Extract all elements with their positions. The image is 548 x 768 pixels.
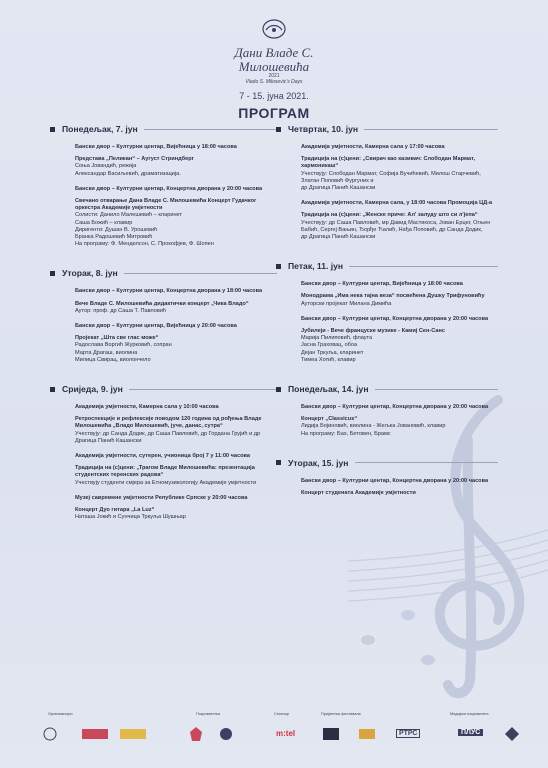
event-venue: Бански двор – Културни центар, Вијећница у 18:00 часова	[301, 281, 463, 288]
event	[75, 453, 277, 487]
divider	[349, 266, 498, 267]
logo-subtitle: Vlado S. Milosevic's Days	[245, 79, 303, 85]
event-detail: Дејан Тркуља, кларинет	[301, 349, 364, 356]
patrons-label: Покровитељи	[196, 712, 221, 716]
event-venue: Бански двор – Културни центар, Вијећница у 20:00 часова	[75, 323, 237, 330]
event-detail: Александар Васиљевић, драматизација.	[75, 170, 181, 177]
event-detail: Милица Свирац, виолончело	[75, 356, 151, 363]
event-title: Ретроспекције и рефлексије поводом 120 година од рођења Владе Милошевића „Владо Милошевић, јуче, данас, сутра“	[75, 416, 262, 430]
event-title: Пројекат „Шта све глас може“	[75, 335, 159, 342]
event-title: Традиција на (с)цени: „Свирач као казивач: Слободан Мармат, хармоникаш“	[301, 156, 476, 170]
event	[301, 478, 498, 497]
divider	[364, 129, 498, 130]
event-detail: Тимеа Хотић, клавир	[301, 356, 356, 363]
bullet-icon	[276, 387, 281, 392]
day-heading	[62, 268, 277, 278]
logo-title-line-1: Дани Владе С.	[234, 45, 314, 60]
footer-sponsors	[0, 712, 548, 768]
event-detail: Ауторски пројекат Милана Димића	[301, 300, 392, 307]
media-logo-icon	[502, 724, 522, 744]
event-detail: Марија Пилиповић, флаута	[301, 335, 373, 342]
festival-dates: 7 - 15. јуна 2021.	[239, 91, 309, 101]
event-venue: Академија умјетности, Камерна сала у 17:00 часова	[301, 144, 445, 150]
day-heading	[288, 458, 498, 468]
header	[0, 18, 548, 121]
event	[75, 323, 277, 364]
logo-title-line-2: Милошевића	[238, 59, 310, 74]
event-title: Концерт „Classicus“	[301, 416, 358, 423]
patron-logo-1-icon	[186, 724, 206, 744]
divider	[355, 462, 499, 463]
event-venue: Бански двор – Културни центар, Концертна дворана у 20:00 часова	[301, 315, 489, 322]
event-detail: др Драгица Панић Кашански	[301, 185, 376, 192]
bullet-icon	[276, 460, 281, 465]
bullet-icon	[276, 127, 281, 132]
event-detail: Диригенти: Душан В. Урошевић	[75, 226, 158, 233]
event-venue: Бански двор – Културни центар, Концертна дворана у 20:00 часова	[301, 477, 489, 484]
event-venue: Бански двор – Културни центар, Концертна дворана у 20:00 часова	[301, 404, 489, 411]
friend-logo-2-icon	[356, 724, 378, 744]
media-label: Медијски покровитељ	[450, 712, 489, 716]
event-title: Монодрама „Има нека тајна веза“ посвећена Душку Трифуновићу	[301, 293, 485, 300]
sponsor-label: Спонзор	[274, 712, 289, 716]
day-label: Уторак, 15. јун	[288, 457, 349, 468]
organizer-logo-3-icon	[118, 724, 148, 744]
event-detail: Лидија Бојиновић, виолина - Жељка Јовановић, клавир	[301, 423, 446, 430]
organizer-logo-1-icon	[40, 724, 60, 744]
event	[75, 495, 277, 522]
rtrs-logo: РТРС	[396, 729, 420, 738]
event-title: Представа „Пеликан“ – Аугуст Стриндберг	[75, 156, 194, 163]
event-title: Традиција на (с)цени: „Трагом Владе Милошевића: презентација студентских теренских радова“	[75, 465, 255, 479]
event-detail: Наташа Јокић и Сунчица Тркуља Шушњар	[75, 514, 186, 521]
program-heading: ПРОГРАМ	[238, 105, 310, 121]
event-venue: Бански двор – Културни центар, Концертна дворана у 20:00 часова	[75, 185, 263, 192]
bullet-icon	[50, 387, 55, 392]
day-heading	[288, 124, 498, 134]
day-label: Понедељак, 7. јун	[62, 124, 138, 134]
day-label: Четвртак, 10. јун	[288, 124, 359, 134]
right-column	[288, 124, 498, 517]
event-detail: На програму: Ф. Менделсон, С. Прокофјев, Ф. Шопен	[75, 241, 214, 248]
divider	[375, 389, 498, 390]
day-heading	[62, 124, 277, 134]
logo-year: 2021	[268, 73, 280, 79]
event-title: Концерт Дуо гитара „La Luz“	[75, 507, 155, 514]
event-detail: Бранка Радошевић Митровић	[75, 234, 153, 241]
day-label: Понедељак, 14. јун	[288, 384, 369, 395]
event-detail: Радослава Воргић Журковић, сопран	[75, 342, 172, 349]
event-detail: Јасна Граховац, обоа	[301, 342, 358, 349]
organizer-logo-2-icon	[80, 724, 110, 744]
festival-friends-label: Пријатељи фестивала	[321, 712, 361, 716]
day-heading	[62, 384, 277, 394]
day-label: Петак, 11. јун	[288, 261, 344, 272]
event-venue: Музеј савремене умјетности Републике Српске у 20:00 часова	[75, 494, 248, 501]
event-detail: Учествују студенти смјера за Етномузикологију Академије умјетности	[75, 479, 257, 486]
event-title: Вече Владе С. Милошевића дидактички концерт „Чика Владо“	[75, 300, 249, 307]
event	[75, 288, 277, 315]
event-venue: Бански двор – Културни центар, Вијећница у 18:00 часова	[75, 144, 237, 150]
divider	[129, 389, 277, 390]
event-detail: Марта Драгаш, виолина	[75, 349, 138, 356]
event-venue: Бански двор – Културни центар, Концертна дворана у 18:00 часова	[75, 288, 263, 295]
event-title: Концерт студената Академије умјетности	[301, 490, 416, 497]
mtel-logo: m:tel	[276, 729, 296, 738]
event-detail: Соња Јовандић, режија	[75, 163, 137, 170]
event	[75, 144, 277, 178]
event	[301, 316, 498, 364]
divider	[124, 273, 277, 274]
event-title: Јубилеји - Вече француске музике - Камиј Сен-Санс	[301, 328, 445, 335]
event-detail: др Драгица Панић Кашански	[301, 234, 376, 241]
event-title: Традиција на (с)цени: „Женске приче: Ал' залуду што си л'јепа“	[301, 212, 478, 219]
event	[75, 186, 277, 249]
event-detail: На програму: Бах, Бетовен, Брамс	[301, 430, 391, 437]
bullet-icon	[50, 127, 55, 132]
event	[301, 200, 498, 241]
patron-logo-2-icon	[216, 724, 236, 744]
event	[301, 404, 498, 438]
event-detail: Учествују: Слободан Мармат, Софија Вучићевић, Милош Старчевић, Златан Поповић Фургуних и	[301, 170, 481, 184]
event-detail: Саша Божић – клавир	[75, 219, 133, 226]
plus-logo: ПЛУС	[458, 729, 483, 736]
event	[301, 144, 498, 192]
event-detail: Учествују: др Саша Павловић, мр Давид Мастикоса, Јован Ерцег, Огњен Бабић, Сергеј Вањин, Ђорђе Ћалић, Нађа Поповић, др Санда Додик,	[301, 219, 491, 233]
bullet-icon	[276, 264, 281, 269]
friend-logo-1-icon	[320, 724, 342, 744]
event-detail: Учествују: др Санда Додик, др Саша Павловић, др Гордана Грујић и др Драгица Панић Кашански	[75, 430, 261, 444]
event-venue: Академија умјетности, сутерен, учионица број 7 у 11:00 часова	[75, 453, 250, 460]
event-detail: Солисти: Данило Малешевић – кларинет	[75, 212, 183, 219]
day-heading	[288, 384, 498, 394]
day-label: Уторак, 8. јун	[62, 268, 118, 279]
event-venue: Академија умјетности, Камерна сала у 10:00 часова	[75, 404, 219, 411]
event-detail: Аутор: проф. др Саша Т. Павловић	[75, 307, 167, 314]
left-column	[62, 124, 277, 542]
bullet-icon	[50, 271, 55, 276]
organizers-label: Организатори	[48, 712, 73, 716]
day-label: Сриједа, 9. јун	[62, 384, 123, 395]
event	[301, 281, 498, 308]
event-venue: Академија умјетности, Камерна сала, у 18:00 часова Промоција ЦД-а	[301, 200, 493, 207]
divider	[144, 129, 277, 130]
event-title: Свечано отварање Дана Владе С. Милошевића Концерт Гудачког оркестра Академије умјетности	[75, 198, 257, 212]
day-heading	[288, 261, 498, 271]
event	[75, 404, 277, 445]
festival-logo-icon	[261, 18, 287, 40]
